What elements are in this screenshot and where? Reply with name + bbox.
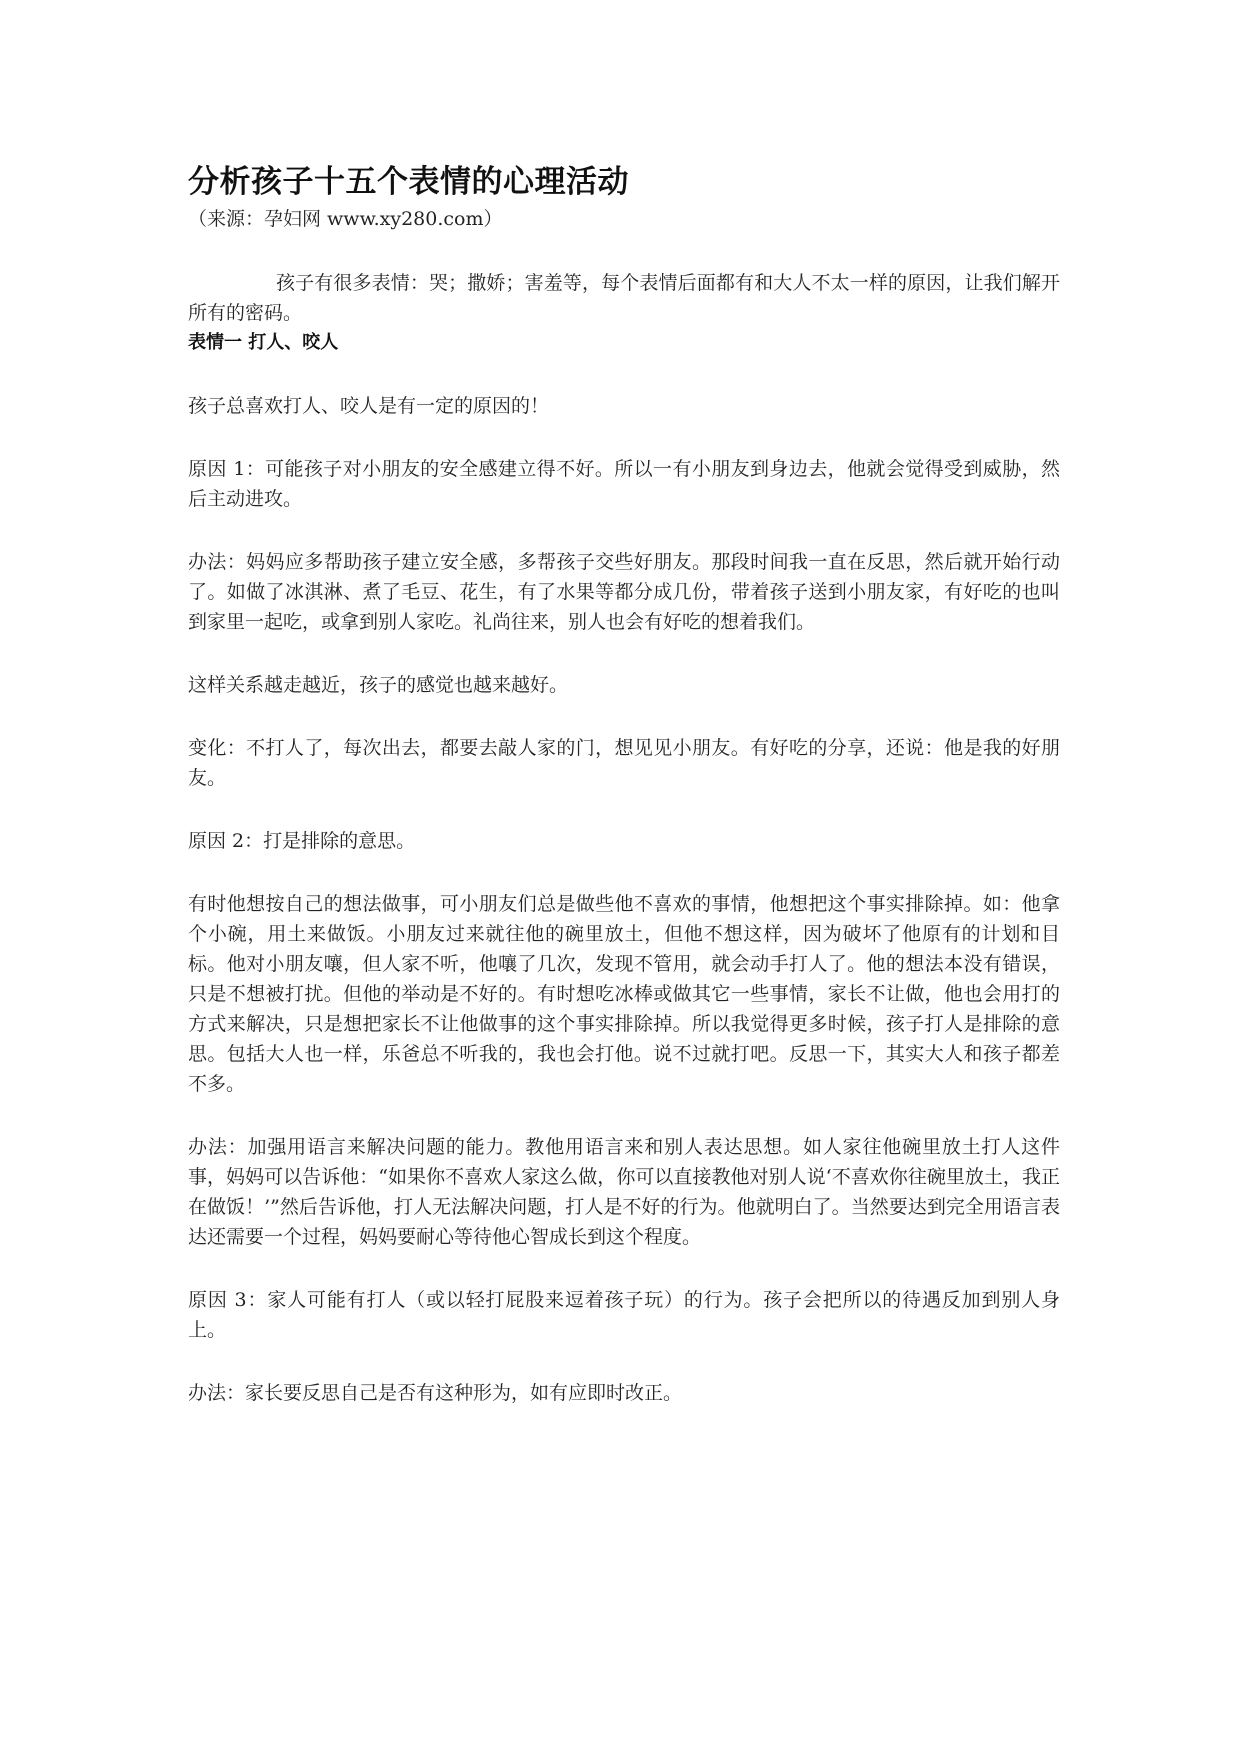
body-paragraph: 变化：不打人了，每次出去，都要去敲人家的门，想见见小朋友。有好吃的分享，还说：他是我的好朋友。: [188, 737, 1060, 789]
source-line: （来源：孕妇网 www.xy280.com）: [188, 208, 503, 230]
body-paragraph: 原因 1：可能孩子对小朋友的安全感建立得不好。所以一有小朋友到身边去，他就会觉得受到威胁，然后主动进攻。: [188, 458, 1060, 510]
document-page: [188, 160, 1060, 1408]
intro-paragraph: 孩子有很多表情：哭；撒娇；害羞等，每个表情后面都有和大人不太一样的原因，让我们解开所有的密码。: [188, 272, 1060, 324]
section-heading: 表情一 打人、咬人: [188, 332, 339, 353]
body-paragraph: 原因 3：家人可能有打人（或以轻打屁股来逗着孩子玩）的行为。孩子会把所以的待遇反加到别人身上。: [188, 1289, 1060, 1341]
body-paragraph: 办法：家长要反思自己是否有这种形为，如有应即时改正。: [188, 1382, 683, 1404]
document-title: 分析孩子十五个表情的心理活动: [188, 164, 629, 200]
body-paragraph: 办法：加强用语言来解决问题的能力。教他用语言来和别人表达思想。如人家往他碗里放土打人这件事，妈妈可以告诉他：“如果你不喜欢人家这么做，你可以直接教他对别人说‘不喜欢你往碗里放土，我正在做饭！’”然后告诉他，打人无法解决问题，打人是不好的行为。他就明白了。当然要达到完全用语言表达还需要一个过程，妈妈要耐心等待他心智成长到这个程度。: [188, 1136, 1060, 1248]
body-paragraph: 原因 2：打是排除的意思。: [188, 830, 416, 852]
body-paragraph: 办法：妈妈应多帮助孩子建立安全感，多帮孩子交些好朋友。那段时间我一直在反思，然后就开始行动了。如做了冰淇淋、煮了毛豆、花生，有了水果等都分成几份，带着孩子送到小朋友家，有好吃的也叫到家里一起吃，或拿到别人家吃。礼尚往来，别人也会有好吃的想着我们。: [188, 551, 1060, 633]
body-paragraph: 这样关系越走越近，孩子的感觉也越来越好。: [188, 674, 569, 696]
body-paragraph: 有时他想按自己的想法做事，可小朋友们总是做些他不喜欢的事情，他想把这个事实排除掉。如：他拿个小碗，用土来做饭。小朋友过来就往他的碗里放土，但他不想这样，因为破坏了他原有的计划和目标。他对小朋友嚷，但人家不听，他嚷了几次，发现不管用，就会动手打人了。他的想法本没有错误，只是不想被打扰。但他的举动是不好的。有时想吃冰棒或做其它一些事情，家长不让做，他也会用打的方式来解决，只是想把家长不让他做事的这个事实排除掉。所以我觉得更多时候，孩子打人是排除的意思。包括大人也一样，乐爸总不听我的，我也会打他。说不过就打吧。反思一下，其实大人和孩子都差不多。: [188, 893, 1060, 1095]
body-paragraph: 孩子总喜欢打人、咬人是有一定的原因的！: [188, 395, 550, 417]
